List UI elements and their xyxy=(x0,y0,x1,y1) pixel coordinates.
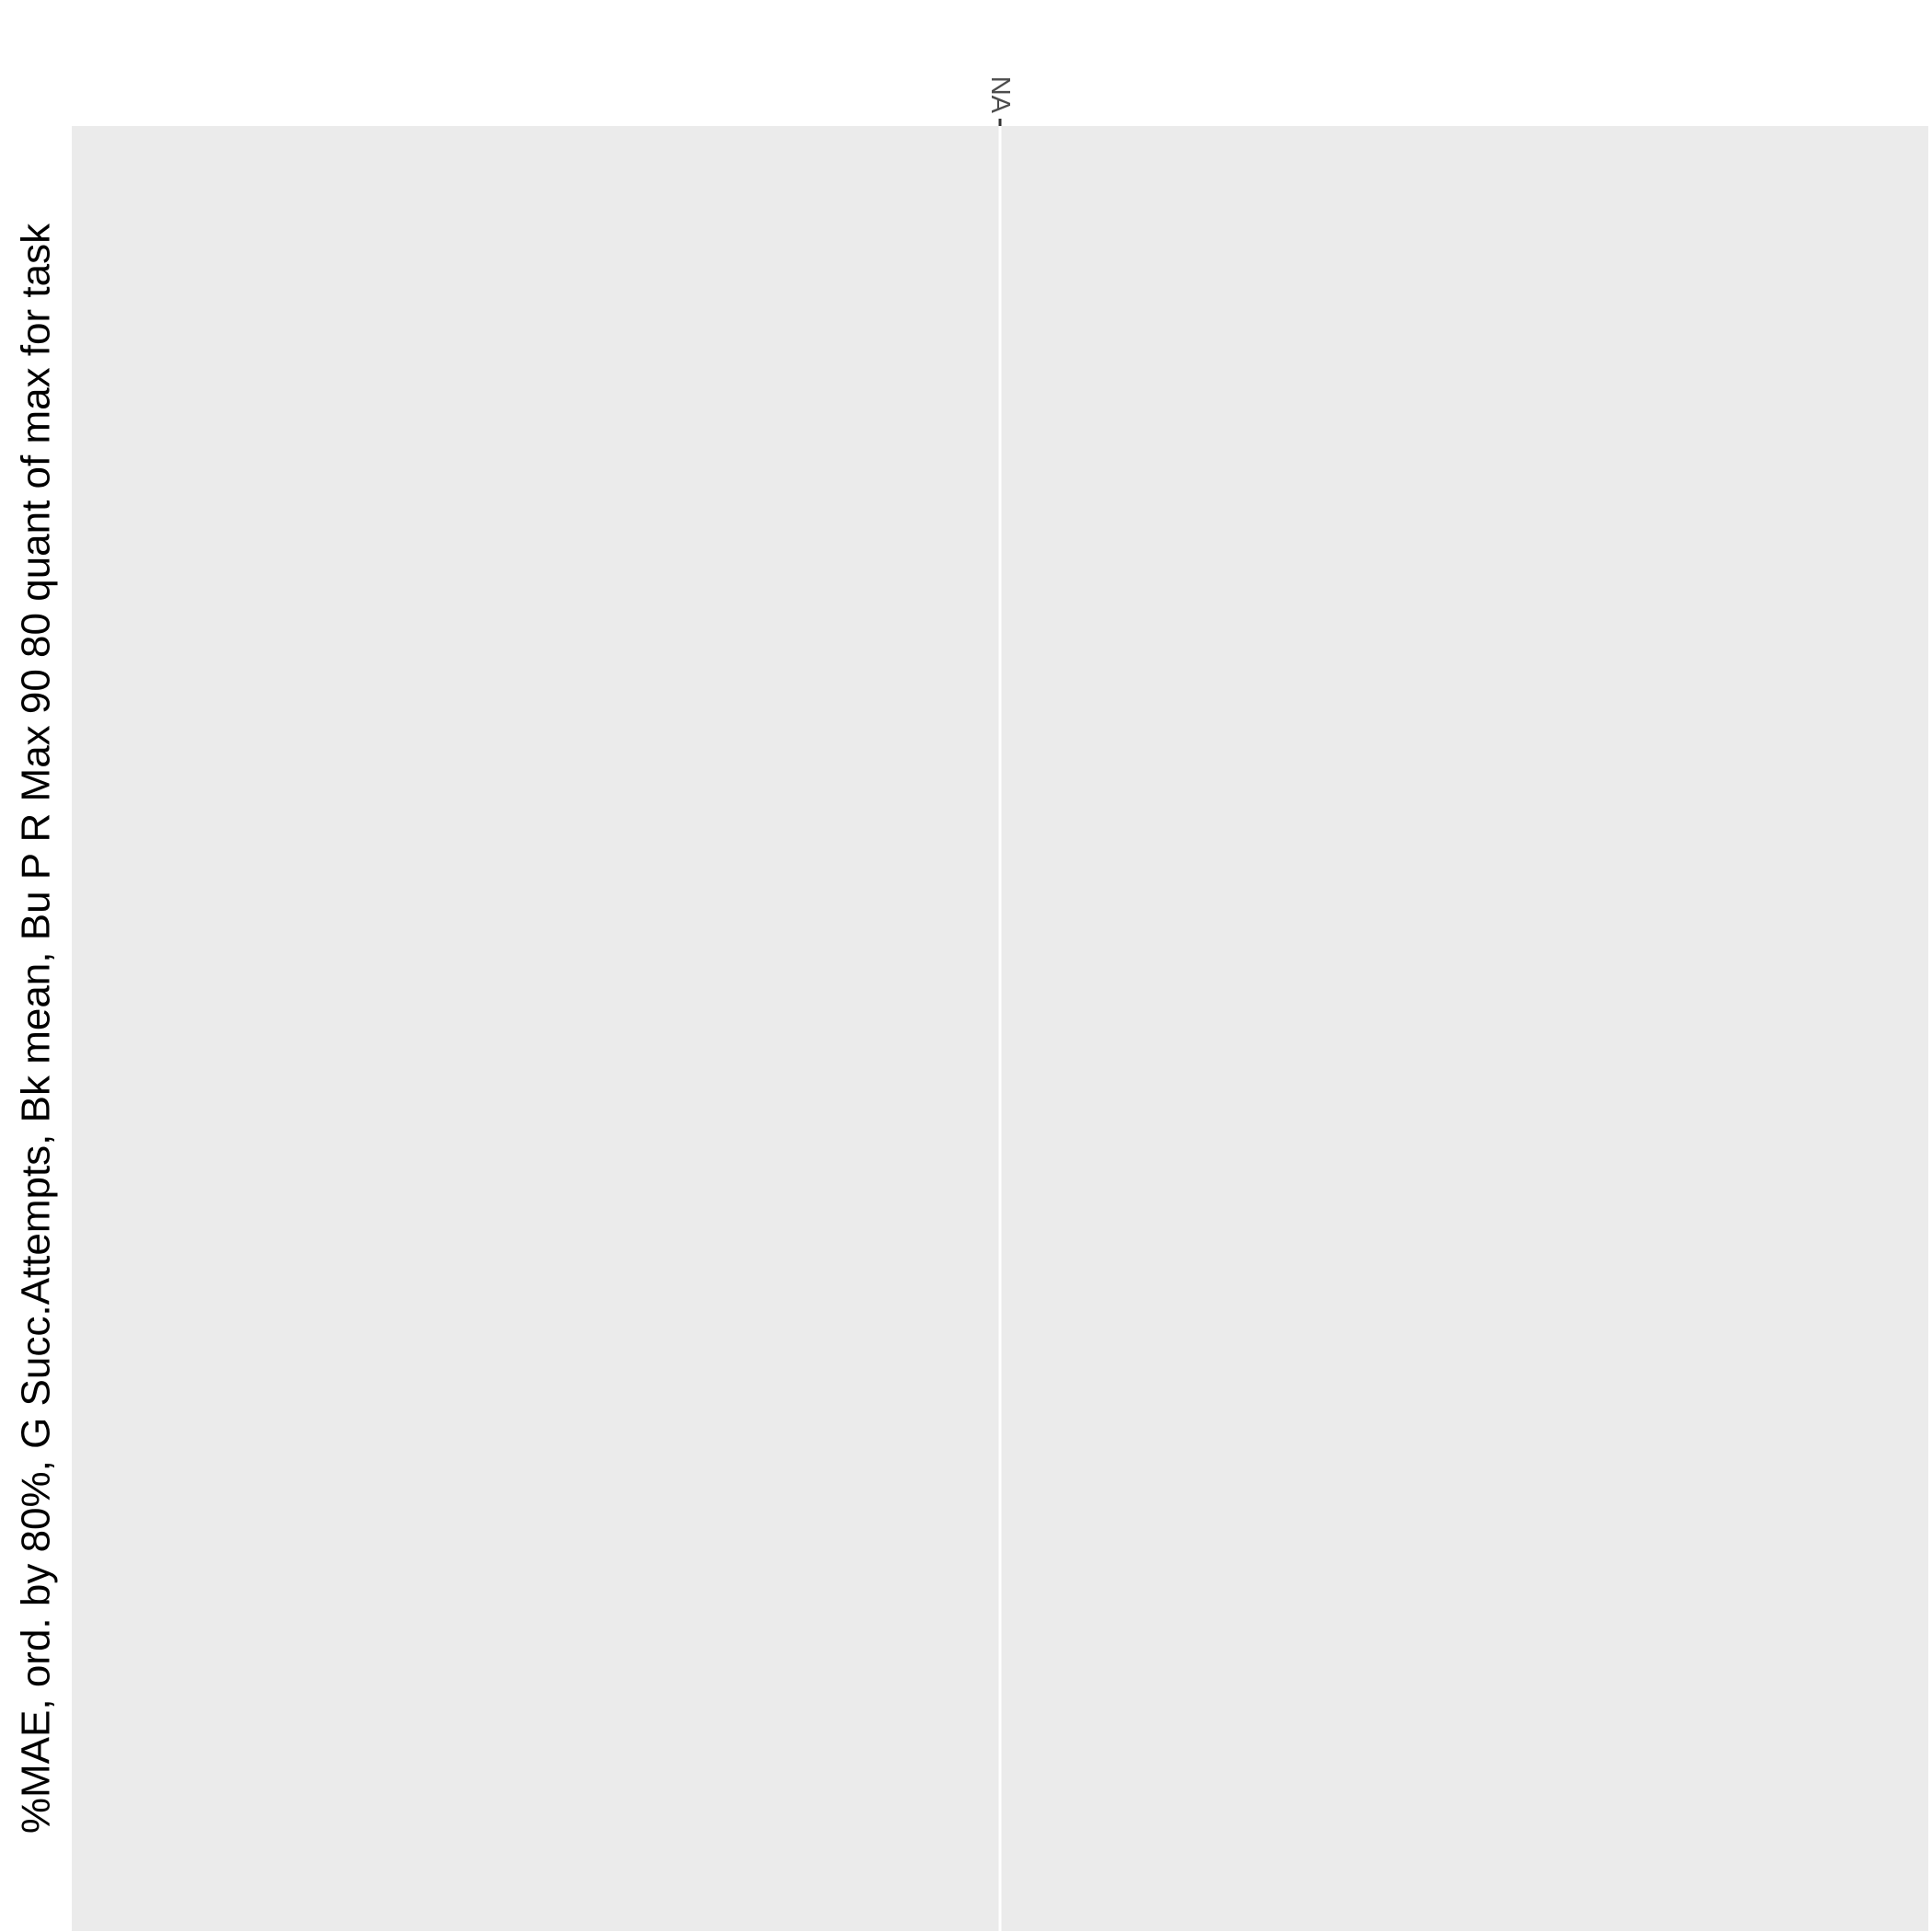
x-tick-label: NA xyxy=(985,75,1015,113)
x-axis-tick-labels xyxy=(985,76,1015,114)
y-axis-title: %MAE, ord. by 80%, G Succ.Attempts, Bk mean, Bu P R Max 90 80 quant of max for task xyxy=(13,223,59,1834)
